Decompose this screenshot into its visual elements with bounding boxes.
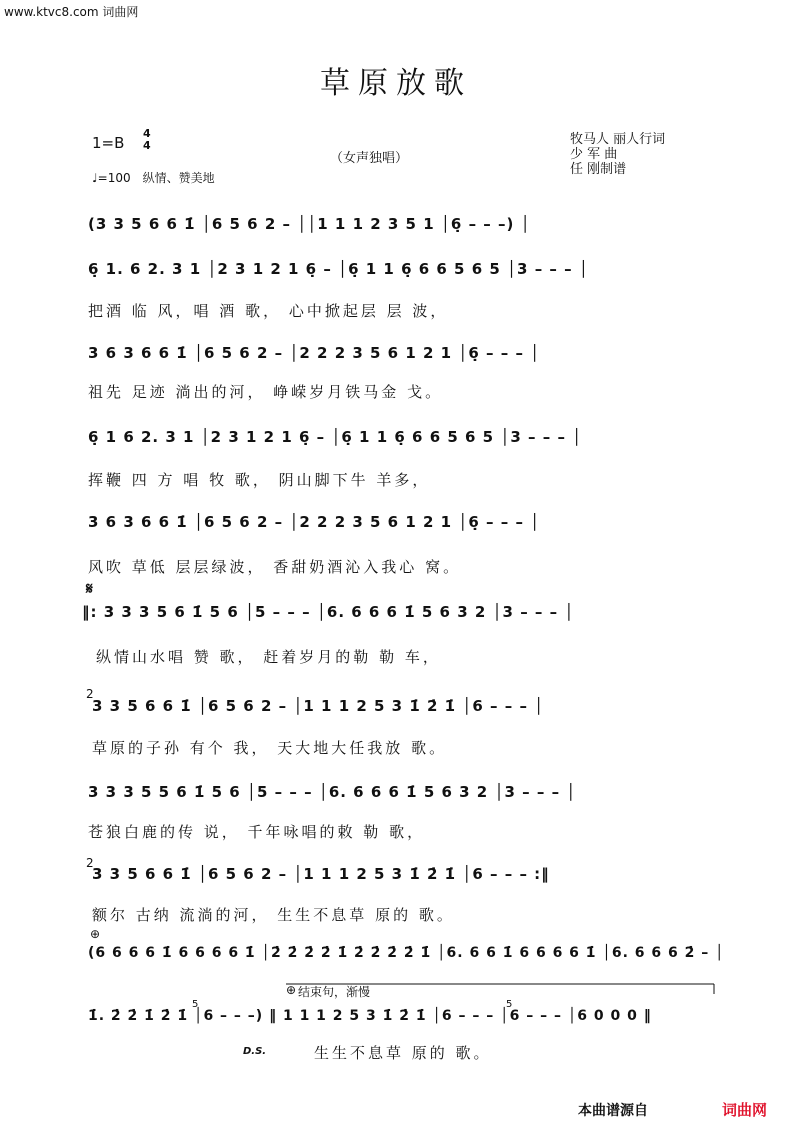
repeat-number-2b: 2 xyxy=(86,856,94,870)
system-9-lyrics: 额尔 古纳 流淌的河， 生生不息草 原的 歌。 xyxy=(92,906,455,924)
system-11-notes: 1̇. 2̇ 2̇ 1̇ 2̇ 1̇ │6 – – –) ‖ 1 1 1 2 5 3 1̇ 2̇ 1̇ │6 – – – │6 – – – │6 0 0 0 ‖ xyxy=(88,1008,652,1024)
ending-instruction: 结束句，渐慢 xyxy=(298,985,371,999)
credit-music: 少 军 曲 xyxy=(570,147,618,162)
song-title: 草原放歌 xyxy=(320,66,472,101)
system-11-lyrics: 生生不息草 原的 歌。 xyxy=(314,1044,492,1062)
time-top: 4 xyxy=(143,127,151,140)
system-1-notes: (3 3 5 6 6 1̇ │6 5 6 2 – ││1 1 1 2 3 5 1 │6̣ – – –) │ xyxy=(88,215,531,233)
footer-brand[interactable]: 词曲网 xyxy=(722,1101,768,1119)
system-6-notes: ‖: 3 3 3 5 6 1̇ 5 6 │5 – – – │6. 6 6 6 1̇ 5 6 3 2 │3 – – – │ xyxy=(82,603,575,621)
system-8-lyrics: 苍狼白鹿的传 说， 千年咏唱的敕 勒 歌， xyxy=(88,823,426,841)
coda-mark: ⊕ xyxy=(90,927,101,941)
system-5-lyrics: 风吹 草低 层层绿波， 香甜奶酒沁入我心 窝。 xyxy=(88,558,462,576)
tempo-marking: ♩=100 纵情、赞美地 xyxy=(92,171,215,185)
system-10-notes: (6 6 6 6 1̇ 6 6 6 6 1̇ │2̇ 2̇ 2̇ 2̇ 1̇ 2̇ 2̇ 2̇ 2̇ 1̇ │6. 6 6 1̇ 6 6 6 6 1̇ │6. 6 6 6 2̇ – │ xyxy=(88,945,725,961)
footer-source: 本曲谱源自 xyxy=(578,1103,648,1119)
time-bottom: 4 xyxy=(143,139,151,152)
five-mark-b: 5 xyxy=(506,999,513,1010)
performance-subtitle: （女声独唱） xyxy=(330,151,409,166)
credit-score: 任 刚制谱 xyxy=(570,162,627,177)
repeat-number-2a: 2 xyxy=(86,687,94,701)
system-7-lyrics: 草原的子孙 有个 我， 天大地大任我放 歌。 xyxy=(92,739,448,757)
segno-mark: 𝄋 xyxy=(86,579,93,598)
system-2-lyrics: 把酒 临 风，唱 酒 歌， 心中掀起层 层 波， xyxy=(88,302,449,320)
system-4-notes: 6̣ 1 6 2. 3 1 │2 3 1 2 1 6̣ – │6̣ 1 1 6̣ 6 6 5 6 5 │3 – – – │ xyxy=(88,428,583,446)
system-6-lyrics: 纵情山水唱 赞 歌， 赶着岁月的勒 勒 车， xyxy=(96,648,441,666)
system-7-notes: 3 3 5 6 6 1̇ │6 5 6 2 – │1 1 1 2 5 3 1̇ 2̇ 1̇ │6 – – – │ xyxy=(92,697,545,715)
system-5-notes: 3 6 3 6 6 1̇ │6 5 6 2 – │2 2 2 3 5 6 1 2 1 │6̣ – – – │ xyxy=(88,513,541,531)
key-signature: 1=B xyxy=(92,134,125,152)
system-3-notes: 3 6 3 6 6 1̇ │6 5 6 2 – │2 2 2 3 5 6 1 2 1 │6̣ – – – │ xyxy=(88,344,541,362)
system-8-notes: 3 3 3 5 5 6 1̇ 5 6 │5 – – – │6. 6 6 6 1̇ 5 6 3 2 │3 – – – │ xyxy=(88,783,577,801)
credit-lyrics: 牧马人 丽人行词 xyxy=(570,132,666,147)
system-3-lyrics: 祖先 足迹 淌出的河， 峥嵘岁月铁马金 戈。 xyxy=(88,383,444,401)
system-9-notes: 3 3 5 6 6 1̇ │6 5 6 2 – │1 1 1 2 5 3 1̇ 2̇ 1̇ │6 – – – :‖ xyxy=(92,865,550,883)
system-4-lyrics: 挥鞭 四 方 唱 牧 歌， 阴山脚下牛 羊多， xyxy=(88,471,431,489)
coda-mark-ending: ⊕ xyxy=(286,983,297,997)
five-mark-a: 5 xyxy=(192,999,199,1010)
system-2-notes: 6̣ 1. 6 2. 3 1 │2 3 1 2 1 6̣ – │6̣ 1 1 6̣ 6 6 5 6 5 │3 – – – │ xyxy=(88,260,589,278)
site-url[interactable]: www.ktvc8.com 词曲网 xyxy=(4,5,139,19)
ds-mark: D.S. xyxy=(243,1046,267,1057)
